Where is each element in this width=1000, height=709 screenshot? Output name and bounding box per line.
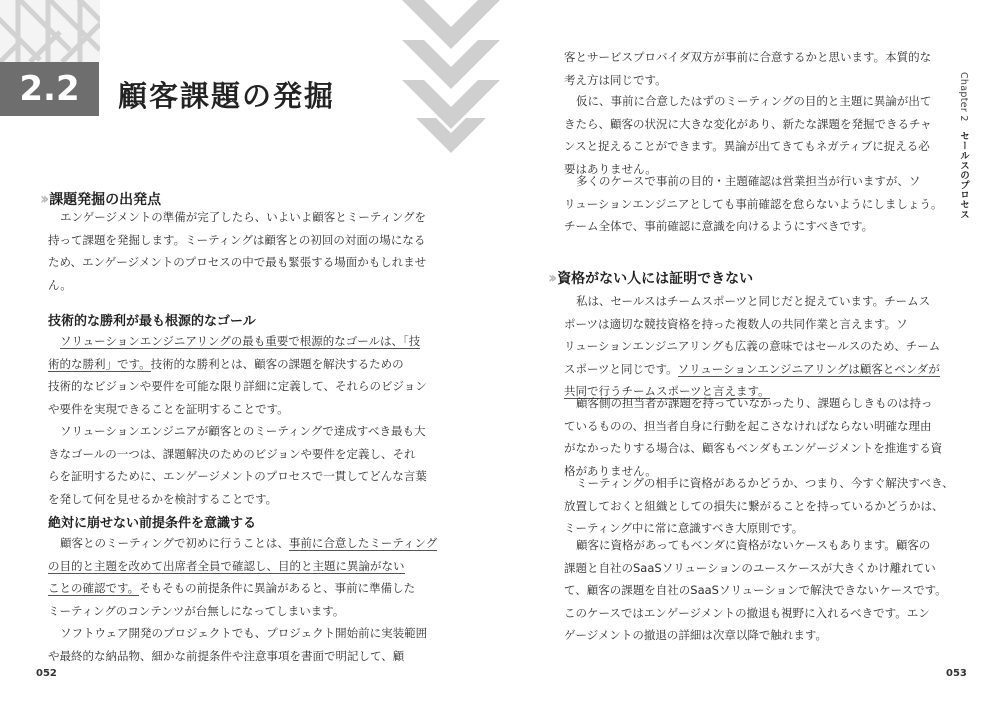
page-number-left: 052 [36,668,57,679]
page-number-right: 053 [946,668,967,679]
section-title: 顧客課題の発掘 [118,79,336,113]
chapter-tab [956,72,980,222]
paragraph-r6: ミーティングの相手に資格があるかどうか、つまり、今すぐ解決すべき、 放置しておくと組織としての損失に繋がることを持っているかどうかは、 ミーティング中に常に意識すべき大原則です。 [564,476,954,536]
paragraph-3: ソリューションエンジニアが顧客とのミーティングで達成すべき最も大 きなゴールの一つは、課題解決のためのビジョンや要件を定義し、それ らを証明するために、エンゲージメントのプロセスで一貫してどんな言葉 を発して何を見せるかを検討することです。 [48,424,427,506]
corner-pattern-icon [0,0,100,62]
paragraph-1: エンゲージメントの準備が完了したら、いよいよ顧客とミーティングを 持って課題を発掘します。ミーティングは顧客との初回の対面の場になる ため、エンゲージメントのプロセスの中で最も緊張する場面かもしれませ ん。 [48,210,427,292]
paragraph-5: ソフトウェア開発のプロジェクトでも、プロジェクト開始前に実装範囲 や最終的な納品物、細かな前提条件や注意事項を書面で明記して、顧 [48,626,428,663]
right-page [500,0,1000,709]
paragraph-4: 顧客とのミーティングで初めに行うことは、事前に合意したミーティング の目的と主題を改めて出席者全員で確認し、目的と主題に異論がない ことの確認です。そもそもの前提条件に異論があると、事前に準備した ミーティングのコンテンツが台無しになってしまいます。 [48,536,438,618]
subheading-preconditions: 絶対に崩せない前提条件を意識する [48,516,257,531]
heading-qualification: ›› 資格がない人には証明できない [548,268,754,287]
paragraph-2: ソリューションエンジニアリングの最も重要で根源的なゴールは、「技 術的な勝利」です。技術的な勝利とは、顧客の課題を解決するための 技術的なビジョンや要件を可能な限り詳細に定義して、それらのビジョン や要件を実現できることを証明することです。 [48,334,427,416]
chapter-text [956,72,970,219]
chevron-down-icon [402,0,500,160]
paragraph-r7: 顧客に資格があってもベンダに資格がないケースもあります。顧客の 課題と自社のSaaSソリューションのユースケースが大きくかけ離れてい て、顧客の課題を自社のSaaSソリューションで解決できないケースです。 このケースではエンゲージメントの撤退も視野に入れるべきです。エン ゲージメントの撤退の詳細は次章以降で触れます。 [564,538,947,643]
paragraph-r4: 私は、セールスはチームスポーツと同じだと捉えています。チームス ポーツは適切な競技資格を持った複数人の共同作業と言えます。ソ リューションエンジニアリングも広義の意味ではセールスのため、チーム スポーツと同じです。ソリューションエンジニアリングは顧客とベンダが 共同で行うチームスポーツと言えます。 [564,294,941,399]
double-chevron-icon: ›› [40,189,46,208]
chapter-label: Chapter 2 [958,72,969,122]
paragraph-r1: 客とサービスプロバイダ双方が事前に合意するかと思います。本質的な 考え方は同じです。 [564,50,932,87]
paragraph-r5: 顧客側の担当者が課題を持っていなかったり、課題らしきものは持っ ているものの、担当者自身に行動を起こさなければならない明確な理由 がなかったりする場合は、顧客もベンダもエンゲージメントを推進する資 格がありません。 [564,396,943,478]
double-chevron-icon: ›› [548,268,554,287]
paragraph-r2: 仮に、事前に合意したはずのミーティングの目的と主題に異論が出て きたら、顧客の状況に大きな変化があり、新たな課題を発掘できるチャ ンスと捉えることができます。異論が出てきてもネガティブに捉える必 要はありません。 [564,94,932,176]
paragraph-r3: 多くのケースで事前の目的・主題確認は営業担当が行いますが、ソ リューションエンジニアとしても事前確認を怠らないようにしましょう。 チーム全体で、事前確認に意識を向けるようにすべきです。 [564,174,943,234]
section-number: 2.2 [0,62,99,116]
chapter-title: セールスのプロセス [958,131,969,220]
heading-problem-discovery: ›› 課題発掘の出発点 [40,189,162,208]
subheading-technical-win: 技術的な勝利が最も根源的なゴール [48,314,256,329]
